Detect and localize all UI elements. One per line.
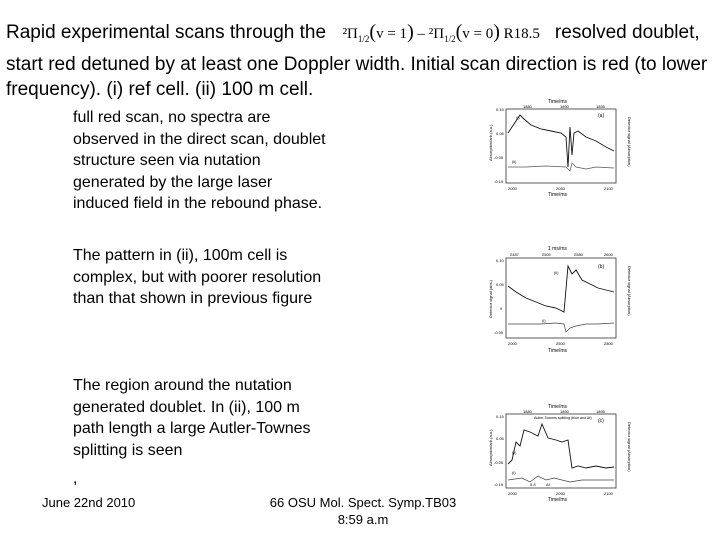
figure-b-plot xyxy=(486,244,638,356)
figure-b-curve-i xyxy=(508,323,614,332)
figure-c-frame xyxy=(506,414,616,488)
figure-c-curve-label-2: δ-δ xyxy=(530,482,536,487)
figure-b-frame xyxy=(506,258,616,338)
figure-b-curve-label-1: (i) xyxy=(542,318,546,323)
figure-c-bottom-tick-2: 2100 xyxy=(604,491,613,496)
figure-c-left-tick-0: 0.15 xyxy=(496,414,504,419)
figure-c-top-tick-0: 1880 xyxy=(523,409,532,414)
eq-line-label: R18.5 xyxy=(503,26,540,42)
figure-a-right-label: Detector signal (Absorption) xyxy=(627,117,632,167)
figure-b-right-label: Detector signal (Absorption) xyxy=(627,266,632,316)
figure-b-curve-label-0: (ii) xyxy=(554,270,559,275)
eq-v1: v = 1 xyxy=(376,26,408,42)
figure-c-annotation: Autler-Townes splitting (blue and Δf) xyxy=(534,416,592,420)
figure-a-top-tick-1: 1890 xyxy=(560,104,569,109)
figure-a-left-tick-2: -0.05 xyxy=(494,155,504,160)
figure-b-left-tick-3: -0.05 xyxy=(494,330,504,335)
figure-a-top-tick-2: 1895 xyxy=(596,104,605,109)
figure-b-top-tick-1: 2500 xyxy=(542,252,551,257)
figure-b-left-tick-0: 0.10 xyxy=(496,258,504,263)
figure-c-bottom-tick-0: 2000 xyxy=(508,491,517,496)
figure-c-left-label: Absorption/arb.(a.u.) xyxy=(488,429,493,466)
figure-b-curve-ii xyxy=(508,266,614,312)
figure-b-top-tick-0: 2487 xyxy=(510,252,519,257)
figure-b-top-axis: 1 ms/ms xyxy=(548,246,567,252)
figure-b-panel-label: (b) xyxy=(598,264,605,270)
figure-c-curve-label-3: Δf xyxy=(546,482,550,487)
title-text-start: Rapid experimental scans through the xyxy=(6,22,327,43)
transition-equation: $^2\Pi_{1/2}(v = 1) - ^2\Pi_{1/2}(v = 0)$ R18.5 xyxy=(342,21,540,44)
figure-c xyxy=(486,402,638,502)
figure-b-bottom-tick-0: 2000 xyxy=(508,341,517,346)
figure-a-curve-ii xyxy=(508,163,614,171)
figure-a-bottom-tick-1: 2050 xyxy=(556,186,565,191)
figure-a-left-tick-3: -0.15 xyxy=(494,179,504,184)
figure-b-bottom-tick-1: 2500 xyxy=(556,341,565,346)
figure-b-bottom-axis: Time/ms xyxy=(548,348,567,354)
figure-c-right-label: Detector signal (Absorption) xyxy=(627,422,632,472)
title-text-end: resolved doublet, start red detuned by at least one Doppler width. Initial scan direction is red (to lower frequency). (i) ref cell. (ii) 100 m cell. xyxy=(6,22,708,100)
figure-a-left-tick-1: 0.05 xyxy=(496,131,504,136)
eq-left-term: ²Π xyxy=(342,26,358,42)
figure-c-curve-ii xyxy=(508,424,614,468)
slide-title xyxy=(6,20,716,102)
figure-a-bottom-tick-0: 2000 xyxy=(508,186,517,191)
figure-a-top-tick-0: 1880 xyxy=(523,104,532,109)
footer-date: June 22nd 2010 xyxy=(42,495,136,510)
figure-a-plot xyxy=(486,97,638,197)
figure-b-top-tick-3: 2600 xyxy=(604,252,613,257)
figure-c-curve-label-0: (ii) xyxy=(512,450,517,455)
paragraph-4: , xyxy=(73,470,78,487)
figure-a-curve-label-0: (i) xyxy=(516,115,520,120)
figure-c-left-tick-1: 0.05 xyxy=(496,436,504,441)
figure-c-top-tick-2: 1895 xyxy=(596,409,605,414)
eq-minus: – xyxy=(417,26,425,42)
figure-c-left-tick-2: -0.05 xyxy=(494,460,504,465)
figure-a-curve-label-1: (ii) xyxy=(512,159,517,164)
figure-a-left-tick-0: 0.15 xyxy=(496,107,504,112)
eq-v0: v = 0 xyxy=(462,26,494,42)
figure-a-panel-label: (a) xyxy=(598,113,605,119)
eq-right-term: ²Π xyxy=(428,26,445,42)
footer-time: 8:59 a.m xyxy=(337,512,389,527)
figure-a-curve-i xyxy=(508,115,614,167)
figure-c-curve-i xyxy=(508,476,614,482)
figure-a xyxy=(486,97,638,197)
figure-b-bottom-tick-2: 2800 xyxy=(604,341,613,346)
figure-a-bottom-axis: Time/ms xyxy=(548,192,567,197)
figure-c-top-tick-1: 1890 xyxy=(560,409,569,414)
paragraph-1: full red scan, no spectra are observed in the direct scan, doublet structure seen via nutation generated by the large laser induced field in the rebound phase. xyxy=(73,109,326,212)
figure-c-curve-label-1: (i) xyxy=(512,470,516,475)
figure-c-left-tick-3: -0.15 xyxy=(494,482,504,487)
figure-b xyxy=(486,244,638,356)
figure-b-top-tick-2: 2580 xyxy=(574,252,583,257)
figure-c-panel-label: (c) xyxy=(598,418,604,424)
footer-conference-block xyxy=(258,494,468,528)
figure-c-top-axis: Time/ms xyxy=(548,404,567,410)
figure-a-frame xyxy=(506,109,616,183)
paragraph-3: The region around the nutation generated doublet. In (ii), 100 m path length a large Autler-Townes splitting is seen xyxy=(73,377,311,459)
eq-right-sub: 1/2 xyxy=(444,34,456,44)
figure-a-left-label: Absorption/arb.(a.u.) xyxy=(488,124,493,161)
eq-left-sub: 1/2 xyxy=(357,34,370,44)
paragraph-2: The pattern in (ii), 100m cell is complex, but with poorer resolution than that shown in previous figure xyxy=(73,247,322,307)
figure-b-left-tick-2: 0 xyxy=(500,306,503,311)
figure-c-bottom-axis: Time/ms xyxy=(548,497,567,502)
footer-conference: 66 OSU Mol. Spect. Symp.TB03 xyxy=(269,495,457,510)
figure-a-top-axis: Time/ms xyxy=(548,99,567,105)
figure-c-bottom-tick-1: 2050 xyxy=(556,491,565,496)
figure-c-plot xyxy=(486,402,638,502)
figure-b-left-label: Detector signal (abs.) xyxy=(488,279,493,318)
figure-b-left-tick-1: 0.05 xyxy=(496,282,504,287)
figure-a-bottom-tick-2: 2100 xyxy=(604,186,613,191)
